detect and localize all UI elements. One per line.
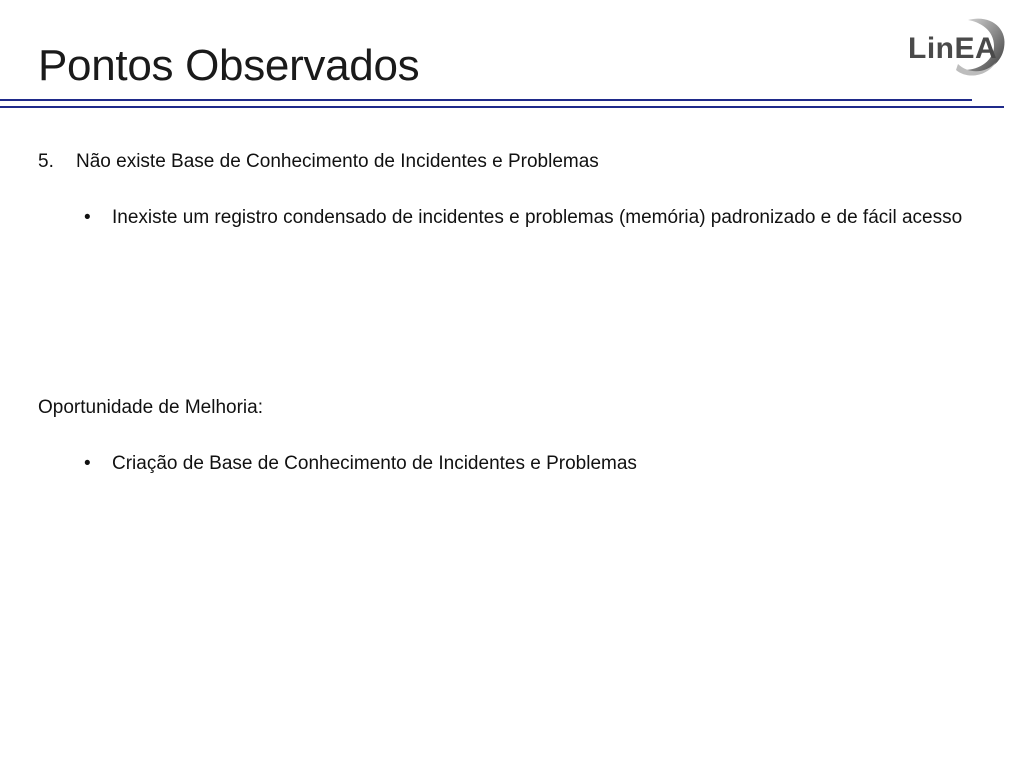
logo-wordmark: LinEA — [908, 32, 998, 65]
title-divider-bottom — [0, 106, 1004, 108]
bullet-text: Criação de Base de Conhecimento de Incidentes e Problemas — [112, 453, 637, 474]
title-divider-top — [0, 99, 972, 101]
linea-logo — [906, 14, 1010, 80]
slide-title: Pontos Observados — [38, 41, 420, 90]
item-text: Não existe Base de Conhecimento de Incidentes e Problemas — [76, 151, 599, 172]
section-heading: Oportunidade de Melhoria: — [38, 397, 263, 418]
numbered-item — [38, 149, 599, 175]
bullet-item — [84, 450, 984, 480]
bullet-item — [84, 204, 984, 264]
bullet-marker: • — [84, 453, 91, 474]
bullet-text: Inexiste um registro condensado de incidentes e problemas (memória) padronizado e de fácil acesso — [112, 207, 963, 228]
item-number: 5. — [38, 151, 54, 172]
bullet-marker: • — [84, 207, 91, 228]
